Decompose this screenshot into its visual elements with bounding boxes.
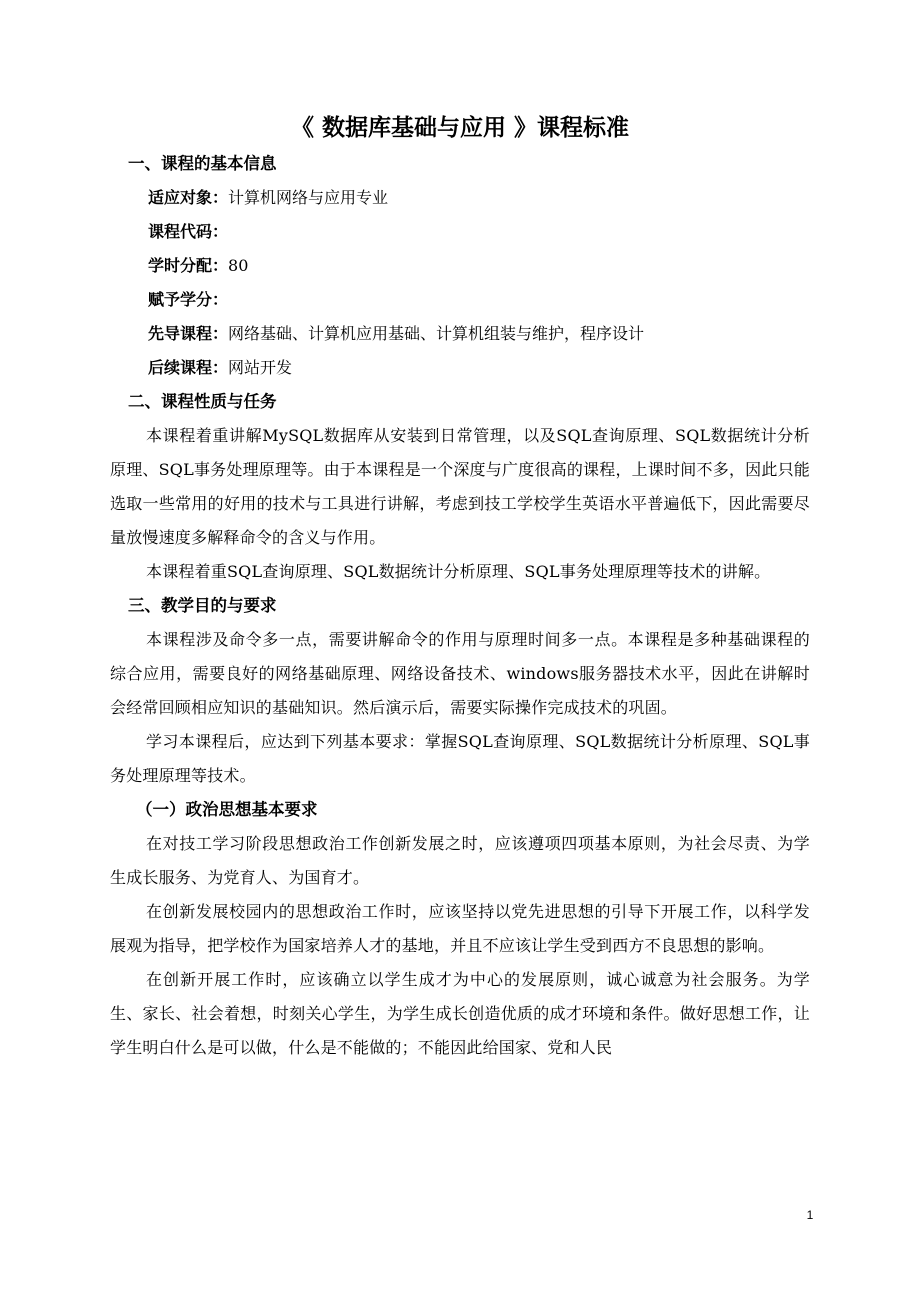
info-row-hours [110, 249, 810, 283]
info-key: 先导课程： [148, 324, 229, 343]
info-row-prerequisites [110, 317, 810, 351]
info-key: 课程代码： [148, 222, 229, 241]
paragraph: 本课程涉及命令多一点，需要讲解命令的作用与原理时间多一点。本课程是多种基础课程的综合应用，需要良好的网络基础原理、网络设备技术、windows服务器技术水平，因此在讲解时会经常回顾相应知识的基础知识。然后演示后，需要实际操作完成技术的巩固。 [110, 630, 810, 717]
section-heading-objectives: 三、教学目的与要求 [128, 596, 277, 615]
paragraph: 学习本课程后，应达到下列基本要求：掌握SQL查询原理、SQL数据统计分析原理、SQL事务处理原理等技术。 [110, 732, 810, 785]
info-value: 网络基础、计算机应用基础、计算机组装与维护，程序设计 [228, 324, 645, 343]
subsection-heading-political: （一）政治思想基本要求 [136, 800, 318, 819]
info-row-credits [110, 283, 810, 317]
paragraph: 在创新发展校园内的思想政治工作时，应该坚持以党先进思想的引导下开展工作，以科学发展观为指导，把学校作为国家培养人才的基地，并且不应该让学生受到西方不良思想的影响。 [110, 902, 810, 955]
info-value: 80 [228, 256, 249, 275]
page-number: 1 [806, 1208, 814, 1222]
info-row-course-code [110, 215, 810, 249]
paragraph: 在创新开展工作时，应该确立以学生成才为中心的发展原则，诚心诚意为社会服务。为学生、家长、社会着想，时刻关心学生，为学生成长创造优质的成才环境和条件。做好思想工作，让学生明白什么是可以做，什么是不能做的；不能因此给国家、党和人民 [110, 970, 810, 1057]
info-key: 赋予学分： [148, 290, 229, 309]
paragraph: 本课程着重SQL查询原理、SQL数据统计分析原理、SQL事务处理原理等技术的讲解。 [146, 562, 771, 581]
info-key: 适应对象： [148, 188, 229, 207]
info-key: 后续课程： [148, 358, 229, 377]
info-key: 学时分配： [148, 256, 229, 275]
section-heading-nature-tasks: 二、课程性质与任务 [128, 392, 277, 411]
info-value: 网站开发 [228, 358, 293, 377]
document-body [110, 147, 810, 1065]
info-row-target [110, 181, 810, 215]
info-value: 计算机网络与应用专业 [228, 188, 389, 207]
section-heading-basic-info: 一、课程的基本信息 [128, 154, 277, 173]
info-row-followup [110, 351, 810, 385]
paragraph: 在对技工学习阶段思想政治工作创新发展之时，应该遵项四项基本原则，为社会尽责、为学生成长服务、为党育人、为国育才。 [110, 834, 810, 887]
document-title: 《 数据库基础与应用 》课程标准 [290, 115, 629, 141]
paragraph: 本课程着重讲解MySQL数据库从安装到日常管理，以及SQL查询原理、SQL数据统计分析原理、SQL事务处理原理等。由于本课程是一个深度与广度很高的课程，上课时间不多，因此只能选取一些常用的好用的技术与工具进行讲解，考虑到技工学校学生英语水平普遍低下，因此需要尽量放慢速度多解释命令的含义与作用。 [110, 426, 810, 547]
